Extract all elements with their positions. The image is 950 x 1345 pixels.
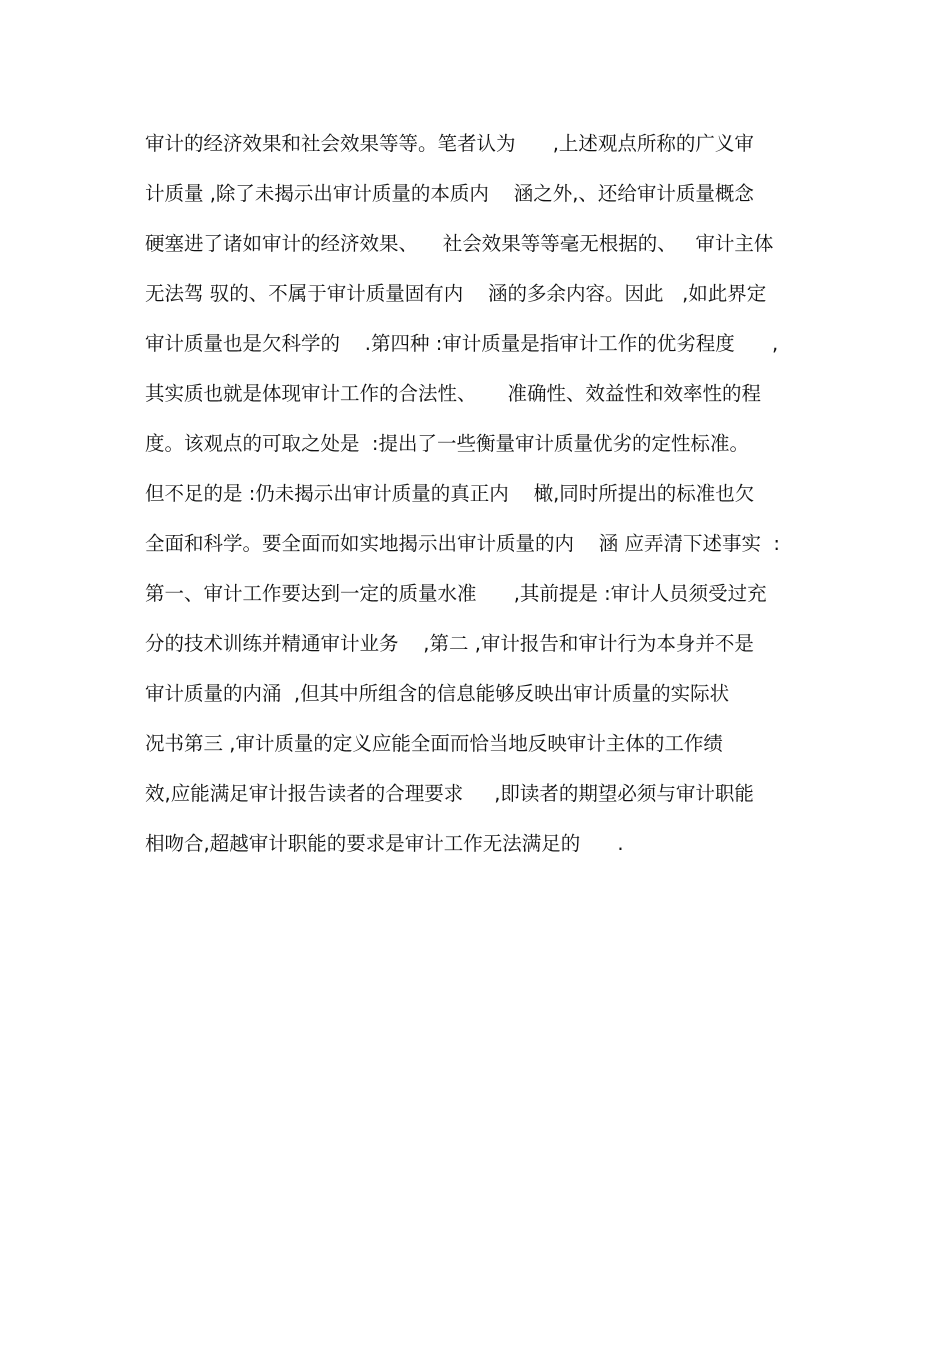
text-line: 审计质量的内涌 ,但其中所组含的信息能够反映出审计质量的实际状 (145, 682, 730, 705)
text-line: 审计质量也是欠科学的 .第四种 :审计质量是指审计工作的优劣程度 , (145, 332, 779, 355)
text-line: 硬塞进了诸如审计的经济效果、 社会效果等等毫无根据的、 审计主体 (145, 232, 774, 255)
text-line: 审计的经济效果和社会效果等等。笔者认为 ,上述观点所称的广义审 (145, 132, 754, 155)
text-line: 计质量 ,除了未揭示出审计质量的本质内 涵之外,、还给审计质量概念 (145, 182, 754, 205)
body-paragraph (145, 128, 845, 878)
text-line: 效,应能满足审计报告读者的合理要求 ,即读者的期望必须与审计职能 (145, 782, 754, 805)
text-line: 况书第三 ,审计质量的定义应能全面而恰当地反映审计主体的工作绩 (145, 732, 723, 755)
text-line: 但不足的是 :仍未揭示出审计质量的真正内 橄,同时所提出的标准也欠 (145, 482, 755, 505)
text-line: 其实质也就是体现审计工作的合法性、 准确性、效益性和效率性的程 (145, 382, 761, 405)
text-line: 相吻合,超越审计职能的要求是审计工作无法满足的 . (145, 832, 624, 855)
text-line: 全面和科学。要全面而如实地揭示出审计质量的内 涵 应弄清下述事实 : (145, 532, 780, 555)
text-line: 第一、审计工作要达到一定的质量水准 ,其前提是 :审计人员须受过充 (145, 582, 767, 605)
text-line: 无法驾 驭的、不属于审计质量固有内 涵的多余内容。因此 ,如此界定 (145, 282, 767, 305)
text-line: 分的技术训练并精通审计业务 ,第二 ,审计报告和审计行为本身并不是 (145, 632, 754, 655)
text-line: 度。该观点的可取之处是 :提出了一些衡量审计质量优劣的定性标准。 (145, 432, 749, 455)
